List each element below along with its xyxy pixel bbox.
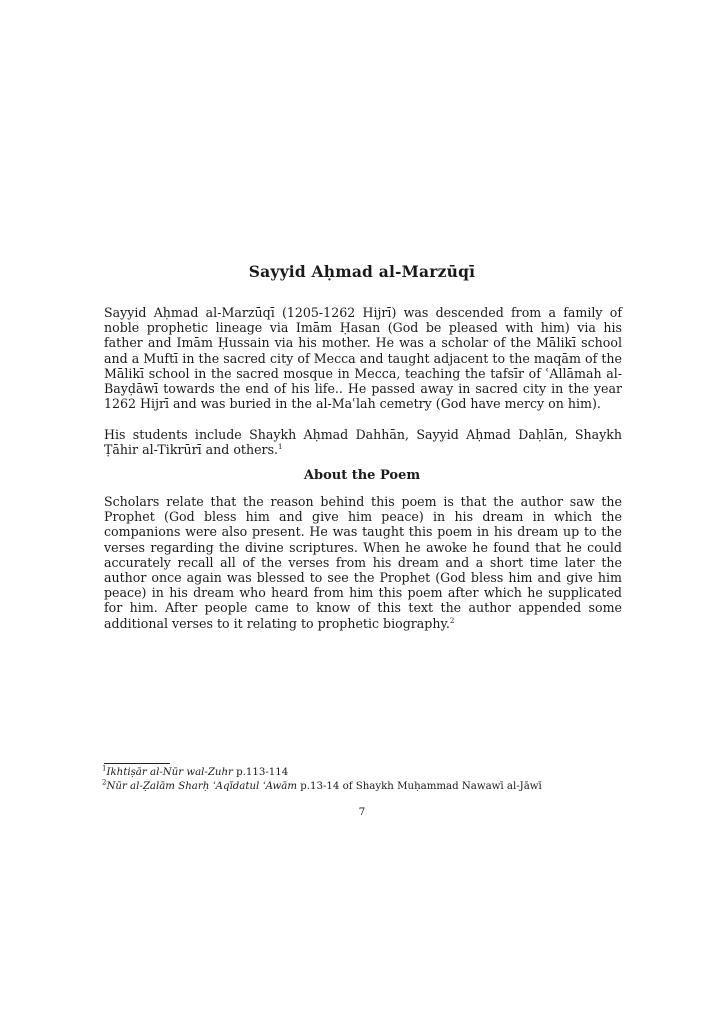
footnote-1-detail: p.113-114 (232, 767, 289, 778)
page-number: 7 (358, 806, 366, 818)
about-poem-text: Scholars relate that the reason behind this poem is that the author saw the Prophet (God bless him and give him peace) in his dream in which the companions were also present. He was taught this poem in his dream up to the verses regarding the divine scriptures. When he awoke he found that he could accurately recall all of the verses from his dream and a short time later the author once again was blessed to see the Prophet (God bless him and give him peace) in his dream who heard from him this poem after which he supplicated for him. After people came to know of this text the author appended some additional verses to it relating to prophetic biography. (104, 494, 622, 631)
about-poem-paragraph (104, 494, 622, 631)
footnote-divider (104, 763, 170, 764)
students-paragraph (104, 427, 622, 457)
students-text: His students include Shaykh Aḥmad Dahhān, Sayyid Aḥmad Daḥlān, Shaykh Ṭāhir al-Tikrūrī and others. (104, 427, 622, 458)
footnote-2-detail: p.13-14 of Shaykh Muḥammad Nawawī al-Jāwī (297, 781, 542, 792)
page-title: Sayyid Aḥmad al-Marzūqī (248, 262, 476, 281)
about-poem-heading: About the Poem (303, 468, 421, 483)
biography-paragraph: Sayyid Aḥmad al-Marzūqī (1205-1262 Hijrī) was descended from a family of noble prophetic lineage via Imām Ḥasan (God be pleased with him) via his father and Imām Ḥussain via his mother. He was a scholar of the Mālikī school and a Muftī in the sacred city of Mecca and taught adjacent to the maqām of the Mālikī school in the sacred mosque in Mecca, teaching the tafsīr of ʿAllāmah al-Bayḍāwī towards the end of his life.. He passed away in sacred city in the year 1262 Hijrī and was buried in the al-Maʿlah cemetry (God have mercy on him). (104, 305, 622, 412)
footnote-2-title: Nūr al-Ẓalām Sharḥ ʿAqīdatul ʿAwām (106, 781, 297, 792)
footnote-ref-2: 2 (449, 616, 455, 625)
footnote-2-number: 2 (102, 778, 107, 787)
footnote-1-number: 1 (102, 764, 107, 773)
footnote-1-title: Ikhtiṣār al-Nūr wal-Zuhr (106, 767, 233, 778)
footnote-2 (102, 778, 542, 793)
footnote-ref-1: 1 (278, 443, 283, 452)
footnote-1 (102, 764, 289, 779)
